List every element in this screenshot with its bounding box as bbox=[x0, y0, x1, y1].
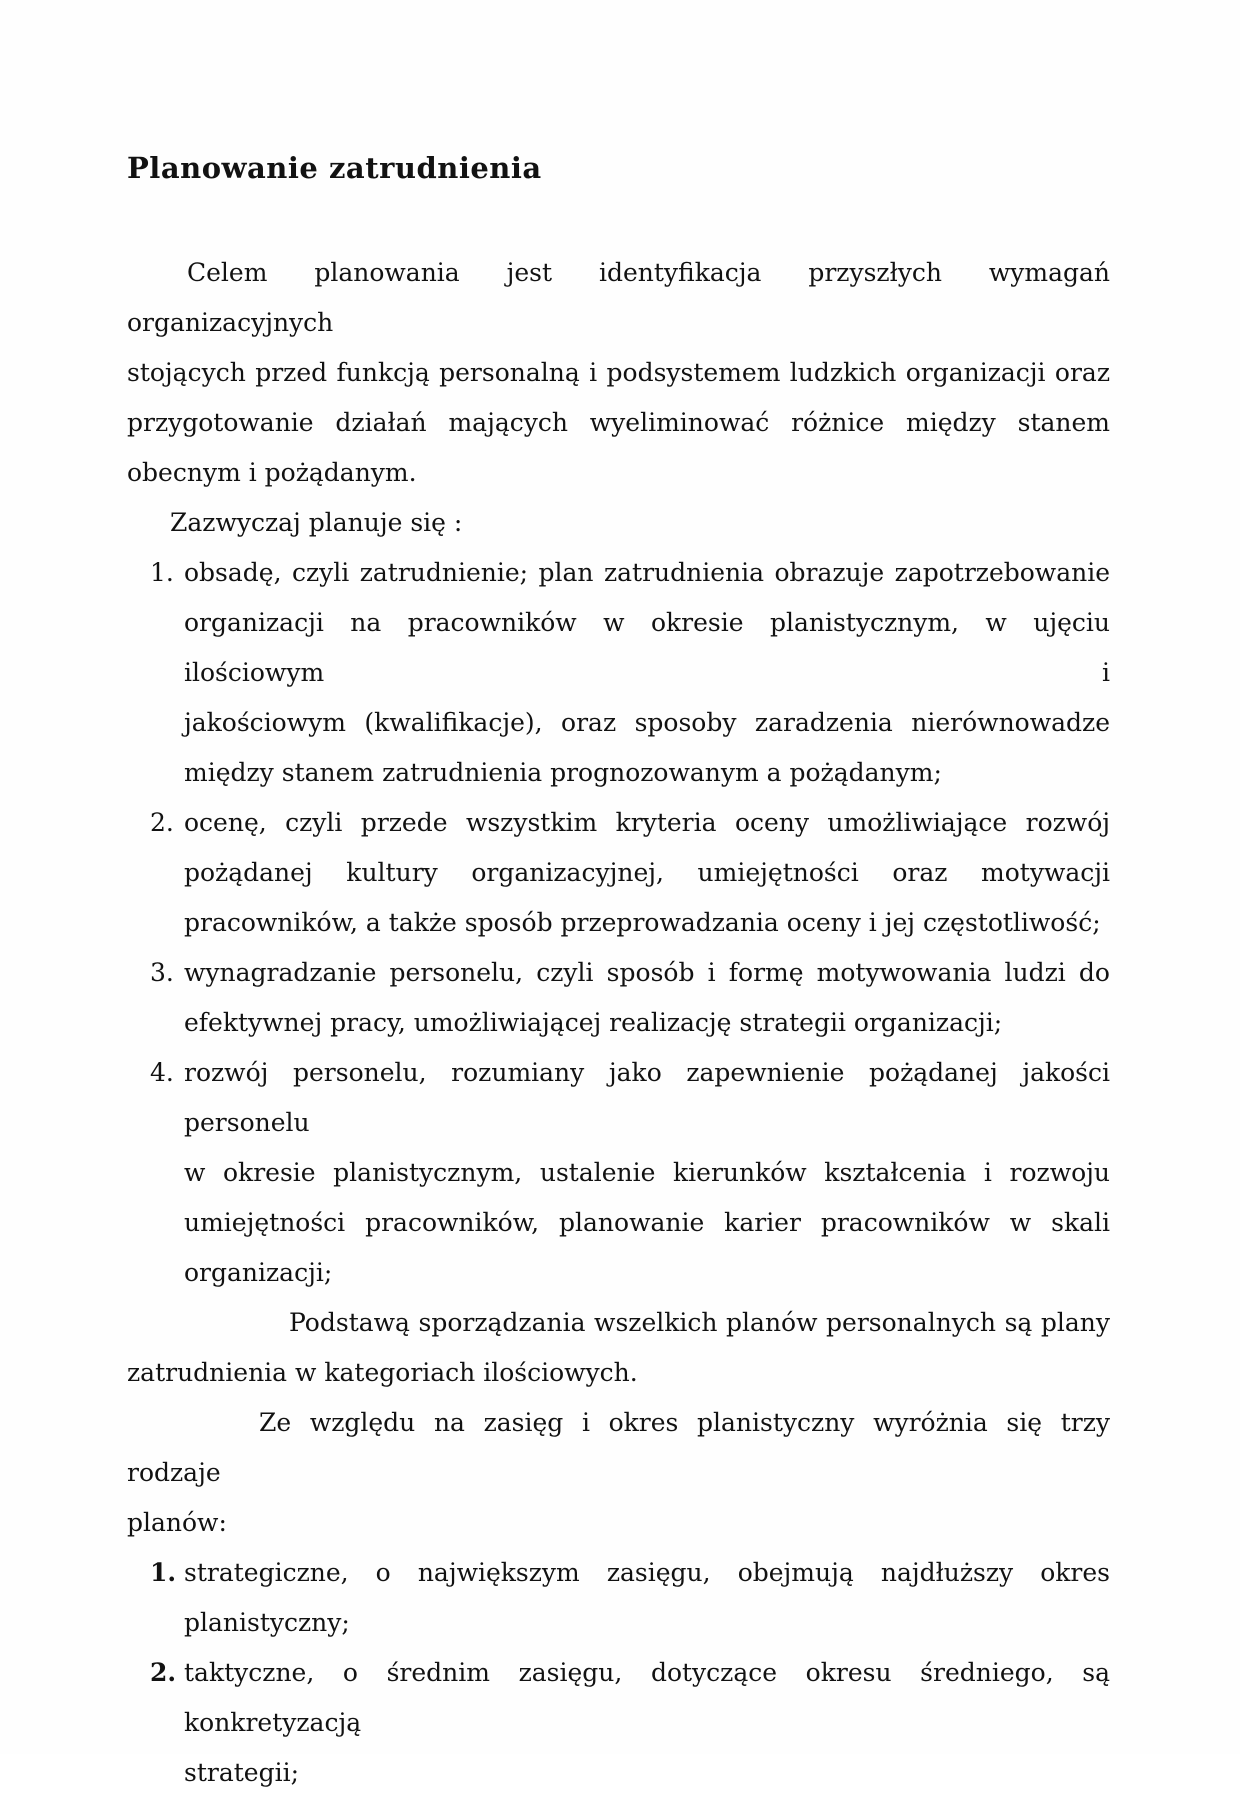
text-line: organizacji na pracowników w okresie planistycznym, w ujęciu ilościowym i bbox=[184, 608, 1110, 687]
text-line: pożądanej kultury organizacyjnej, umiejętności oraz motywacji bbox=[184, 858, 1110, 887]
list-item bbox=[150, 948, 1110, 1048]
numbered-list bbox=[127, 548, 1110, 1298]
text-line: planów: bbox=[127, 1508, 227, 1537]
text-line: rozwój personelu, rozumiany jako zapewnienie pożądanej jakości personelu bbox=[184, 1058, 1110, 1137]
text-line: Zazwyczaj planuje się : bbox=[170, 508, 463, 537]
text-line: przygotowanie działań mających wyeliminować różnice między stanem bbox=[127, 408, 1110, 437]
paragraph bbox=[127, 1298, 1110, 1398]
paragraph bbox=[127, 248, 1110, 498]
list-item-number: 1. bbox=[150, 1558, 177, 1587]
text-line: strategii; bbox=[184, 1758, 299, 1787]
list-item-number: 1. bbox=[150, 558, 174, 587]
text-line: umiejętności pracowników, planowanie karier pracowników w skali bbox=[184, 1208, 1110, 1237]
list-item bbox=[150, 548, 1110, 798]
paragraph bbox=[127, 1398, 1110, 1548]
text-line: wynagradzanie personelu, czyli sposób i formę motywowania ludzi do bbox=[184, 958, 1110, 987]
text-line: efektywnej pracy, umożliwiającej realizację strategii organizacji; bbox=[184, 1008, 1003, 1037]
list-item bbox=[150, 1048, 1110, 1298]
text-line: Ze względu na zasięg i okres planistyczny wyróżnia się trzy rodzaje bbox=[127, 1408, 1110, 1487]
list-item-number: 3. bbox=[150, 958, 174, 987]
text-line: Celem planowania jest identyfikacja przyszłych wymagań organizacyjnych bbox=[127, 258, 1110, 337]
text-line: stojących przed funkcją personalną i podsystemem ludzkich organizacji oraz bbox=[127, 358, 1110, 387]
text-line: planistyczny; bbox=[184, 1608, 350, 1637]
text-line: obecnym i pożądanym. bbox=[127, 458, 417, 487]
paragraph bbox=[127, 498, 1110, 548]
document-body bbox=[127, 248, 1110, 1798]
text-line: jakościowym (kwalifikacje), oraz sposoby zaradzenia nierównowadze bbox=[184, 708, 1110, 737]
list-item-number: 2. bbox=[150, 1658, 177, 1687]
text-line: taktyczne, o średnim zasięgu, dotyczące okresu średniego, są konkretyzacją bbox=[184, 1658, 1110, 1737]
text-line: organizacji; bbox=[184, 1258, 333, 1287]
list-item-number: 2. bbox=[150, 808, 174, 837]
numbered-list bbox=[127, 1548, 1110, 1798]
text-line: w okresie planistycznym, ustalenie kierunków kształcenia i rozwoju bbox=[184, 1158, 1110, 1187]
text-line: Podstawą sporządzania wszelkich planów personalnych są plany bbox=[289, 1308, 1110, 1337]
list-item bbox=[150, 798, 1110, 948]
list-item-number: 4. bbox=[150, 1058, 174, 1087]
text-line: obsadę, czyli zatrudnienie; plan zatrudnienia obrazuje zapotrzebowanie bbox=[184, 558, 1110, 587]
text-line: ocenę, czyli przede wszystkim kryteria oceny umożliwiające rozwój bbox=[184, 808, 1110, 837]
page-title: Planowanie zatrudnienia bbox=[127, 151, 542, 185]
text-line: strategiczne, o największym zasięgu, obejmują najdłuższy okres bbox=[184, 1558, 1110, 1587]
text-line: zatrudnienia w kategoriach ilościowych. bbox=[127, 1358, 638, 1387]
list-item bbox=[150, 1648, 1110, 1798]
text-line: między stanem zatrudnienia prognozowanym a pożądanym; bbox=[184, 758, 942, 787]
text-line: pracowników, a także sposób przeprowadzania oceny i jej częstotliwość; bbox=[184, 908, 1101, 937]
list-item bbox=[150, 1548, 1110, 1648]
